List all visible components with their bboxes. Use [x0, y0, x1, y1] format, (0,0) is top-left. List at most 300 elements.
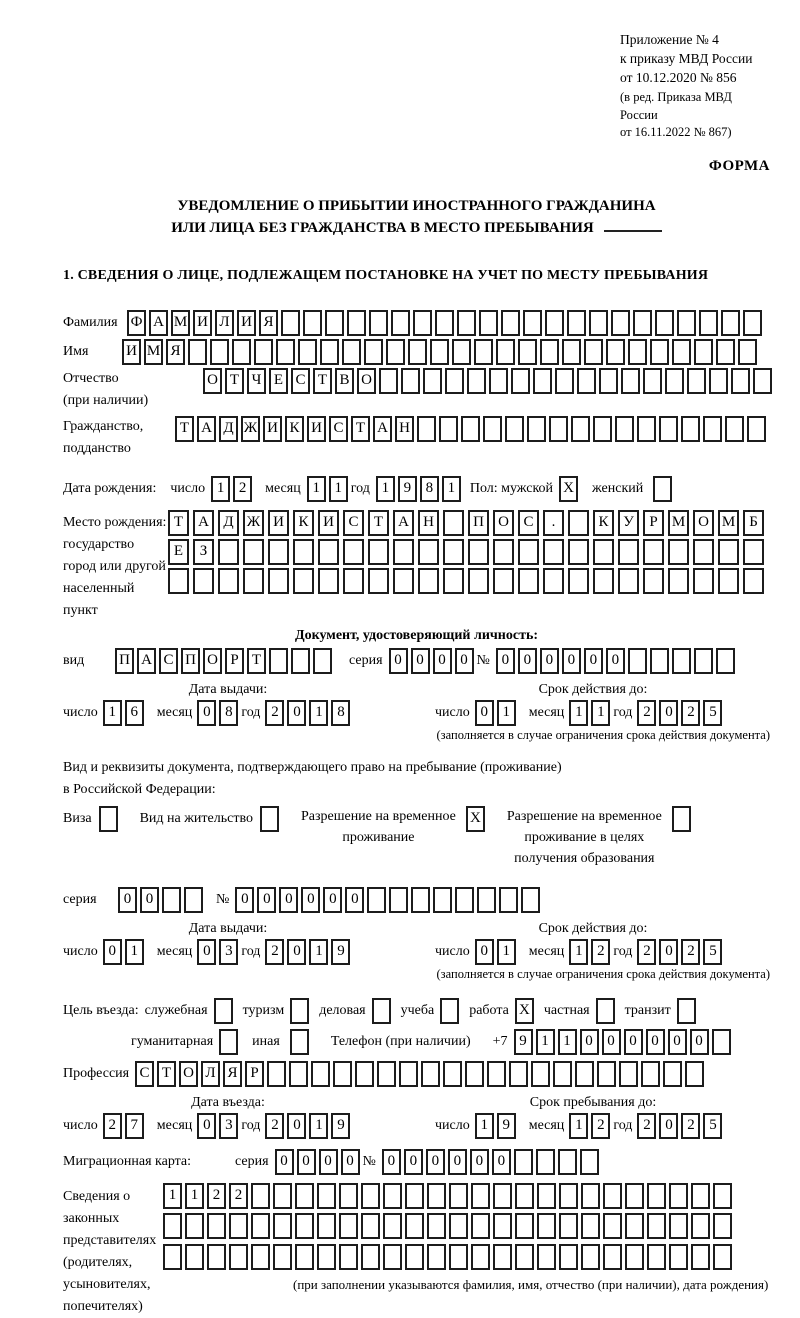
- char-cell[interactable]: [597, 1061, 616, 1087]
- char-cell[interactable]: 0: [411, 648, 430, 674]
- char-cell[interactable]: 2: [591, 1113, 610, 1139]
- char-cell[interactable]: [413, 310, 432, 336]
- char-cell[interactable]: [505, 416, 524, 442]
- char-cell[interactable]: [369, 310, 388, 336]
- char-cell[interactable]: [693, 568, 714, 594]
- char-cell[interactable]: [521, 887, 540, 913]
- char-cell[interactable]: 5: [703, 1113, 722, 1139]
- char-cell[interactable]: Н: [418, 510, 439, 536]
- char-cell[interactable]: 0: [118, 887, 137, 913]
- char-cell[interactable]: [555, 368, 574, 394]
- char-cell[interactable]: 2: [207, 1183, 226, 1209]
- char-cell[interactable]: [207, 1244, 226, 1270]
- char-cell[interactable]: П: [181, 648, 200, 674]
- char-cell[interactable]: [421, 1061, 440, 1087]
- char-cell[interactable]: [655, 310, 674, 336]
- char-cell[interactable]: [269, 648, 288, 674]
- char-cell[interactable]: [368, 568, 389, 594]
- char-cell[interactable]: 0: [319, 1149, 338, 1175]
- char-cell[interactable]: [603, 1213, 622, 1239]
- char-cell[interactable]: 0: [496, 648, 515, 674]
- char-cell[interactable]: 0: [584, 648, 603, 674]
- char-cell[interactable]: 0: [287, 939, 306, 965]
- char-cell[interactable]: [743, 539, 764, 565]
- char-cell[interactable]: [518, 568, 539, 594]
- char-cell[interactable]: 0: [659, 1113, 678, 1139]
- char-cell[interactable]: 1: [569, 700, 588, 726]
- char-cell[interactable]: [496, 339, 515, 365]
- char-cell[interactable]: [276, 339, 295, 365]
- char-cell[interactable]: [549, 416, 568, 442]
- char-cell[interactable]: [273, 1183, 292, 1209]
- char-cell[interactable]: [721, 310, 740, 336]
- char-cell[interactable]: 1: [569, 939, 588, 965]
- char-cell[interactable]: [325, 310, 344, 336]
- sex-female-checkbox[interactable]: [653, 476, 672, 502]
- char-cell[interactable]: [672, 339, 691, 365]
- char-cell[interactable]: 1: [211, 476, 230, 502]
- char-cell[interactable]: [527, 416, 546, 442]
- char-cell[interactable]: [501, 310, 520, 336]
- char-cell[interactable]: [487, 1061, 506, 1087]
- char-cell[interactable]: [621, 368, 640, 394]
- char-cell[interactable]: Л: [215, 310, 234, 336]
- char-cell[interactable]: [718, 539, 739, 565]
- char-cell[interactable]: [665, 368, 684, 394]
- char-cell[interactable]: [399, 1061, 418, 1087]
- char-cell[interactable]: [580, 1149, 599, 1175]
- char-cell[interactable]: 1: [307, 476, 326, 502]
- char-cell[interactable]: 1: [536, 1029, 555, 1055]
- char-cell[interactable]: Я: [166, 339, 185, 365]
- char-cell[interactable]: 2: [591, 939, 610, 965]
- char-cell[interactable]: [268, 539, 289, 565]
- char-cell[interactable]: [339, 1213, 358, 1239]
- char-cell[interactable]: [743, 310, 762, 336]
- char-cell[interactable]: М: [171, 310, 190, 336]
- char-cell[interactable]: [615, 416, 634, 442]
- char-cell[interactable]: [668, 568, 689, 594]
- char-cell[interactable]: А: [373, 416, 392, 442]
- char-cell[interactable]: [628, 339, 647, 365]
- char-cell[interactable]: [343, 539, 364, 565]
- char-cell[interactable]: [523, 310, 542, 336]
- char-cell[interactable]: С: [343, 510, 364, 536]
- char-cell[interactable]: [603, 1244, 622, 1270]
- char-cell[interactable]: 0: [433, 648, 452, 674]
- char-cell[interactable]: Я: [223, 1061, 242, 1087]
- char-cell[interactable]: И: [237, 310, 256, 336]
- char-cell[interactable]: 0: [646, 1029, 665, 1055]
- char-cell[interactable]: [320, 339, 339, 365]
- char-cell[interactable]: Ф: [127, 310, 146, 336]
- char-cell[interactable]: [559, 1183, 578, 1209]
- char-cell[interactable]: 5: [703, 939, 722, 965]
- char-cell[interactable]: [650, 648, 669, 674]
- char-cell[interactable]: [577, 368, 596, 394]
- char-cell[interactable]: [571, 416, 590, 442]
- char-cell[interactable]: И: [318, 510, 339, 536]
- char-cell[interactable]: [618, 568, 639, 594]
- char-cell[interactable]: [254, 339, 273, 365]
- char-cell[interactable]: [713, 1183, 732, 1209]
- char-cell[interactable]: [493, 1183, 512, 1209]
- char-cell[interactable]: 0: [404, 1149, 423, 1175]
- char-cell[interactable]: М: [144, 339, 163, 365]
- char-cell[interactable]: [581, 1244, 600, 1270]
- char-cell[interactable]: [537, 1244, 556, 1270]
- char-cell[interactable]: [536, 1149, 555, 1175]
- char-cell[interactable]: [515, 1183, 534, 1209]
- char-cell[interactable]: Т: [368, 510, 389, 536]
- char-cell[interactable]: 0: [341, 1149, 360, 1175]
- char-cell[interactable]: [493, 539, 514, 565]
- char-cell[interactable]: У: [618, 510, 639, 536]
- char-cell[interactable]: [273, 1213, 292, 1239]
- char-cell[interactable]: [303, 310, 322, 336]
- char-cell[interactable]: [361, 1183, 380, 1209]
- char-cell[interactable]: [650, 339, 669, 365]
- char-cell[interactable]: 0: [470, 1149, 489, 1175]
- char-cell[interactable]: 0: [455, 648, 474, 674]
- char-cell[interactable]: Т: [247, 648, 266, 674]
- char-cell[interactable]: [647, 1183, 666, 1209]
- char-cell[interactable]: [593, 416, 612, 442]
- char-cell[interactable]: 1: [329, 476, 348, 502]
- char-cell[interactable]: [339, 1183, 358, 1209]
- char-cell[interactable]: [343, 568, 364, 594]
- char-cell[interactable]: [493, 1244, 512, 1270]
- char-cell[interactable]: 0: [659, 939, 678, 965]
- char-cell[interactable]: [311, 1061, 330, 1087]
- char-cell[interactable]: 0: [475, 939, 494, 965]
- char-cell[interactable]: 0: [287, 1113, 306, 1139]
- char-cell[interactable]: [229, 1244, 248, 1270]
- char-cell[interactable]: П: [468, 510, 489, 536]
- char-cell[interactable]: [433, 887, 452, 913]
- char-cell[interactable]: [518, 539, 539, 565]
- char-cell[interactable]: [423, 368, 442, 394]
- char-cell[interactable]: О: [203, 648, 222, 674]
- char-cell[interactable]: 0: [690, 1029, 709, 1055]
- purpose-tourism-checkbox[interactable]: [290, 998, 309, 1024]
- purpose-private-checkbox[interactable]: [596, 998, 615, 1024]
- char-cell[interactable]: [515, 1244, 534, 1270]
- char-cell[interactable]: 2: [103, 1113, 122, 1139]
- char-cell[interactable]: [747, 416, 766, 442]
- char-cell[interactable]: 1: [309, 1113, 328, 1139]
- char-cell[interactable]: [163, 1244, 182, 1270]
- char-cell[interactable]: Я: [259, 310, 278, 336]
- char-cell[interactable]: [553, 1061, 572, 1087]
- char-cell[interactable]: [391, 310, 410, 336]
- char-cell[interactable]: [417, 416, 436, 442]
- char-cell[interactable]: [289, 1061, 308, 1087]
- char-cell[interactable]: [471, 1244, 490, 1270]
- char-cell[interactable]: [452, 339, 471, 365]
- char-cell[interactable]: [575, 1061, 594, 1087]
- char-cell[interactable]: [518, 339, 537, 365]
- char-cell[interactable]: Т: [175, 416, 194, 442]
- char-cell[interactable]: [443, 539, 464, 565]
- char-cell[interactable]: [718, 568, 739, 594]
- char-cell[interactable]: Б: [743, 510, 764, 536]
- char-cell[interactable]: [313, 648, 332, 674]
- char-cell[interactable]: [581, 1183, 600, 1209]
- char-cell[interactable]: [364, 339, 383, 365]
- char-cell[interactable]: [185, 1244, 204, 1270]
- char-cell[interactable]: Е: [269, 368, 288, 394]
- char-cell[interactable]: О: [179, 1061, 198, 1087]
- char-cell[interactable]: [537, 1213, 556, 1239]
- char-cell[interactable]: [295, 1213, 314, 1239]
- char-cell[interactable]: [411, 887, 430, 913]
- char-cell[interactable]: [471, 1213, 490, 1239]
- char-cell[interactable]: [232, 339, 251, 365]
- temp-permit-checkbox[interactable]: X: [466, 806, 485, 832]
- char-cell[interactable]: [449, 1183, 468, 1209]
- char-cell[interactable]: [281, 310, 300, 336]
- char-cell[interactable]: 0: [475, 700, 494, 726]
- char-cell[interactable]: [681, 416, 700, 442]
- char-cell[interactable]: И: [263, 416, 282, 442]
- char-cell[interactable]: [383, 1183, 402, 1209]
- char-cell[interactable]: 1: [185, 1183, 204, 1209]
- char-cell[interactable]: [168, 568, 189, 594]
- char-cell[interactable]: [405, 1183, 424, 1209]
- char-cell[interactable]: [268, 568, 289, 594]
- char-cell[interactable]: [493, 1213, 512, 1239]
- char-cell[interactable]: З: [193, 539, 214, 565]
- char-cell[interactable]: К: [285, 416, 304, 442]
- char-cell[interactable]: [493, 568, 514, 594]
- char-cell[interactable]: [669, 1213, 688, 1239]
- char-cell[interactable]: [427, 1244, 446, 1270]
- char-cell[interactable]: [383, 1244, 402, 1270]
- char-cell[interactable]: 0: [287, 700, 306, 726]
- char-cell[interactable]: [584, 339, 603, 365]
- residence-permit-checkbox[interactable]: [260, 806, 279, 832]
- char-cell[interactable]: [393, 539, 414, 565]
- char-cell[interactable]: [465, 1061, 484, 1087]
- char-cell[interactable]: Т: [225, 368, 244, 394]
- char-cell[interactable]: 0: [426, 1149, 445, 1175]
- char-cell[interactable]: [559, 1244, 578, 1270]
- char-cell[interactable]: [461, 416, 480, 442]
- char-cell[interactable]: 0: [323, 887, 342, 913]
- char-cell[interactable]: [641, 1061, 660, 1087]
- char-cell[interactable]: С: [135, 1061, 154, 1087]
- char-cell[interactable]: [389, 887, 408, 913]
- char-cell[interactable]: 0: [257, 887, 276, 913]
- char-cell[interactable]: 3: [219, 1113, 238, 1139]
- char-cell[interactable]: 1: [442, 476, 461, 502]
- char-cell[interactable]: [355, 1061, 374, 1087]
- char-cell[interactable]: 0: [301, 887, 320, 913]
- char-cell[interactable]: С: [159, 648, 178, 674]
- char-cell[interactable]: [445, 368, 464, 394]
- char-cell[interactable]: [568, 539, 589, 565]
- char-cell[interactable]: [393, 568, 414, 594]
- char-cell[interactable]: [418, 539, 439, 565]
- char-cell[interactable]: Р: [245, 1061, 264, 1087]
- char-cell[interactable]: [367, 887, 386, 913]
- char-cell[interactable]: 9: [331, 1113, 350, 1139]
- char-cell[interactable]: 9: [398, 476, 417, 502]
- char-cell[interactable]: [625, 1213, 644, 1239]
- char-cell[interactable]: [188, 339, 207, 365]
- char-cell[interactable]: [619, 1061, 638, 1087]
- char-cell[interactable]: Ж: [241, 416, 260, 442]
- char-cell[interactable]: 0: [448, 1149, 467, 1175]
- char-cell[interactable]: [731, 368, 750, 394]
- char-cell[interactable]: [479, 310, 498, 336]
- char-cell[interactable]: 2: [681, 700, 700, 726]
- char-cell[interactable]: Д: [218, 510, 239, 536]
- char-cell[interactable]: [435, 310, 454, 336]
- char-cell[interactable]: [738, 339, 757, 365]
- char-cell[interactable]: С: [329, 416, 348, 442]
- char-cell[interactable]: [531, 1061, 550, 1087]
- char-cell[interactable]: 0: [492, 1149, 511, 1175]
- char-cell[interactable]: [558, 1149, 577, 1175]
- char-cell[interactable]: 9: [331, 939, 350, 965]
- char-cell[interactable]: [361, 1244, 380, 1270]
- char-cell[interactable]: [405, 1244, 424, 1270]
- char-cell[interactable]: 2: [233, 476, 252, 502]
- char-cell[interactable]: А: [193, 510, 214, 536]
- char-cell[interactable]: [643, 568, 664, 594]
- char-cell[interactable]: [647, 1213, 666, 1239]
- char-cell[interactable]: М: [718, 510, 739, 536]
- char-cell[interactable]: 0: [345, 887, 364, 913]
- char-cell[interactable]: [339, 1244, 358, 1270]
- char-cell[interactable]: [317, 1213, 336, 1239]
- char-cell[interactable]: [184, 887, 203, 913]
- char-cell[interactable]: [567, 310, 586, 336]
- char-cell[interactable]: [455, 887, 474, 913]
- char-cell[interactable]: М: [668, 510, 689, 536]
- char-cell[interactable]: 2: [229, 1183, 248, 1209]
- char-cell[interactable]: [568, 568, 589, 594]
- char-cell[interactable]: [694, 648, 713, 674]
- char-cell[interactable]: 0: [562, 648, 581, 674]
- char-cell[interactable]: 8: [420, 476, 439, 502]
- char-cell[interactable]: [449, 1213, 468, 1239]
- char-cell[interactable]: 6: [125, 700, 144, 726]
- char-cell[interactable]: [293, 539, 314, 565]
- char-cell[interactable]: [716, 648, 735, 674]
- char-cell[interactable]: [589, 310, 608, 336]
- char-cell[interactable]: [611, 310, 630, 336]
- char-cell[interactable]: Д: [219, 416, 238, 442]
- char-cell[interactable]: [618, 539, 639, 565]
- char-cell[interactable]: [515, 1213, 534, 1239]
- char-cell[interactable]: 0: [297, 1149, 316, 1175]
- char-cell[interactable]: [668, 539, 689, 565]
- char-cell[interactable]: Р: [225, 648, 244, 674]
- purpose-transit-checkbox[interactable]: [677, 998, 696, 1024]
- char-cell[interactable]: [659, 416, 678, 442]
- char-cell[interactable]: 0: [275, 1149, 294, 1175]
- char-cell[interactable]: [709, 368, 728, 394]
- char-cell[interactable]: Ч: [247, 368, 266, 394]
- char-cell[interactable]: [468, 539, 489, 565]
- char-cell[interactable]: [251, 1244, 270, 1270]
- char-cell[interactable]: А: [149, 310, 168, 336]
- char-cell[interactable]: [545, 310, 564, 336]
- char-cell[interactable]: [298, 339, 317, 365]
- char-cell[interactable]: [317, 1244, 336, 1270]
- char-cell[interactable]: [443, 510, 464, 536]
- char-cell[interactable]: [543, 568, 564, 594]
- char-cell[interactable]: [643, 368, 662, 394]
- char-cell[interactable]: [267, 1061, 286, 1087]
- char-cell[interactable]: 5: [703, 700, 722, 726]
- char-cell[interactable]: [672, 648, 691, 674]
- char-cell[interactable]: [383, 1213, 402, 1239]
- char-cell[interactable]: [229, 1213, 248, 1239]
- char-cell[interactable]: 2: [681, 939, 700, 965]
- char-cell[interactable]: [716, 339, 735, 365]
- char-cell[interactable]: П: [115, 648, 134, 674]
- char-cell[interactable]: А: [137, 648, 156, 674]
- char-cell[interactable]: 2: [681, 1113, 700, 1139]
- char-cell[interactable]: 0: [540, 648, 559, 674]
- char-cell[interactable]: [693, 539, 714, 565]
- char-cell[interactable]: Р: [643, 510, 664, 536]
- char-cell[interactable]: [251, 1213, 270, 1239]
- char-cell[interactable]: [443, 1061, 462, 1087]
- char-cell[interactable]: [408, 339, 427, 365]
- char-cell[interactable]: [342, 339, 361, 365]
- char-cell[interactable]: [599, 368, 618, 394]
- char-cell[interactable]: Л: [201, 1061, 220, 1087]
- char-cell[interactable]: 0: [518, 648, 537, 674]
- char-cell[interactable]: [295, 1183, 314, 1209]
- char-cell[interactable]: 2: [265, 1113, 284, 1139]
- char-cell[interactable]: 7: [125, 1113, 144, 1139]
- char-cell[interactable]: 0: [659, 700, 678, 726]
- char-cell[interactable]: [185, 1213, 204, 1239]
- char-cell[interactable]: [669, 1244, 688, 1270]
- char-cell[interactable]: [694, 339, 713, 365]
- char-cell[interactable]: К: [593, 510, 614, 536]
- char-cell[interactable]: 0: [624, 1029, 643, 1055]
- char-cell[interactable]: [725, 416, 744, 442]
- char-cell[interactable]: [687, 368, 706, 394]
- char-cell[interactable]: Т: [313, 368, 332, 394]
- char-cell[interactable]: [699, 310, 718, 336]
- char-cell[interactable]: [210, 339, 229, 365]
- char-cell[interactable]: [251, 1183, 270, 1209]
- char-cell[interactable]: [712, 1029, 731, 1055]
- char-cell[interactable]: Т: [351, 416, 370, 442]
- char-cell[interactable]: 1: [475, 1113, 494, 1139]
- char-cell[interactable]: [243, 568, 264, 594]
- char-cell[interactable]: [401, 368, 420, 394]
- char-cell[interactable]: 1: [497, 939, 516, 965]
- char-cell[interactable]: 3: [219, 939, 238, 965]
- char-cell[interactable]: 0: [606, 648, 625, 674]
- char-cell[interactable]: Е: [168, 539, 189, 565]
- char-cell[interactable]: [430, 339, 449, 365]
- char-cell[interactable]: [581, 1213, 600, 1239]
- char-cell[interactable]: 0: [382, 1149, 401, 1175]
- char-cell[interactable]: [468, 568, 489, 594]
- char-cell[interactable]: 0: [103, 939, 122, 965]
- char-cell[interactable]: [633, 310, 652, 336]
